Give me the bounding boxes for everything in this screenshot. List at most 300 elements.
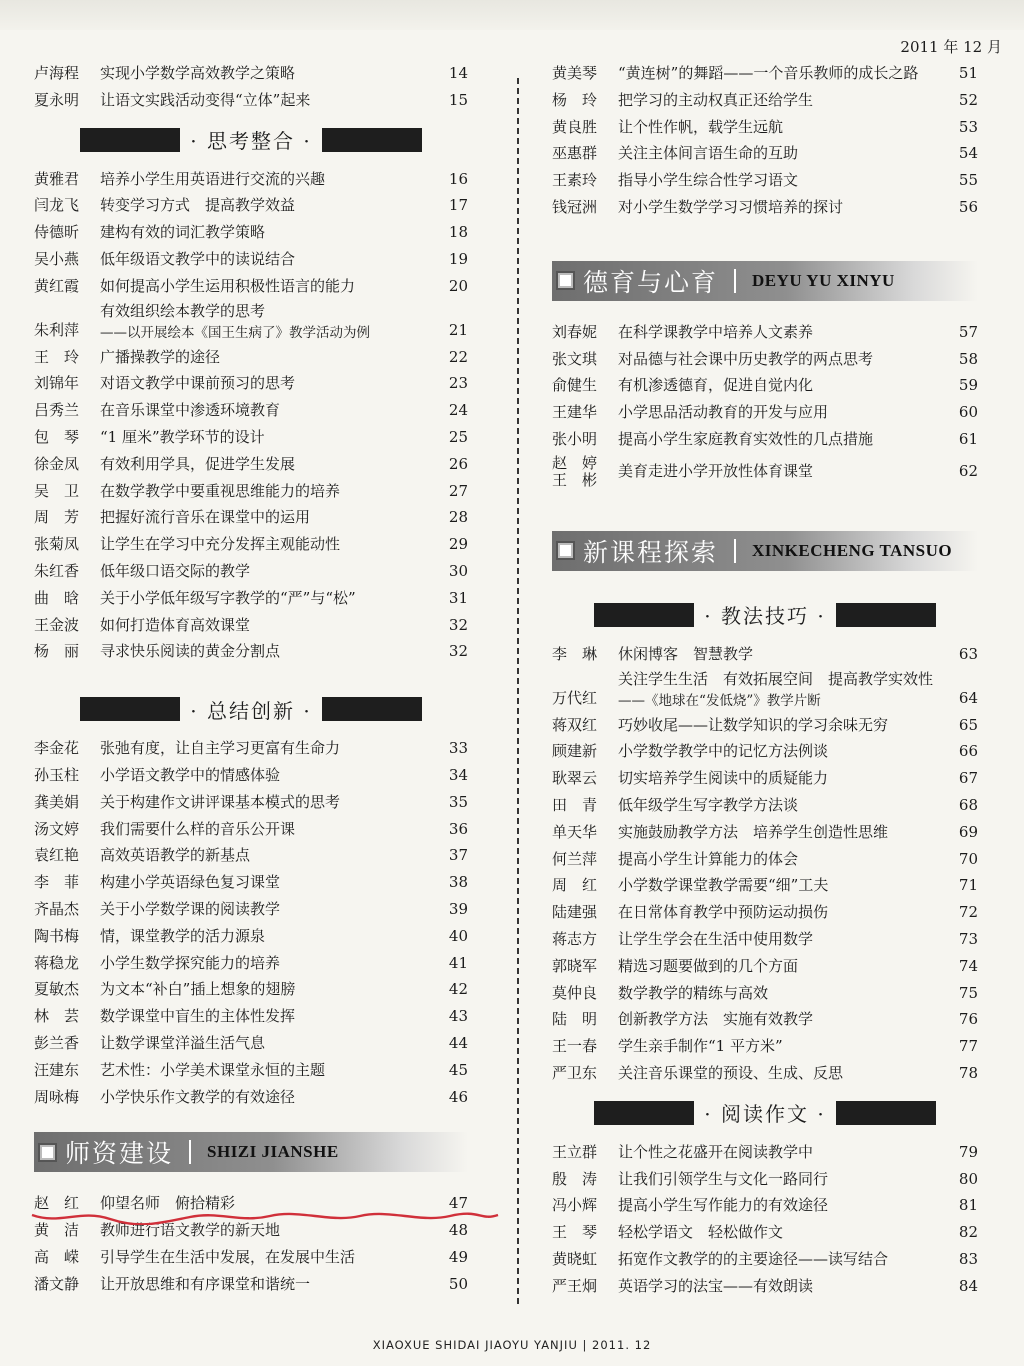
entry-page-number: 59: [958, 376, 978, 395]
entry-author: 吴 卫: [34, 481, 80, 500]
entry-page-number: 79: [958, 1142, 978, 1161]
entry-page-number: 80: [958, 1169, 978, 1188]
entry-author: 莫仲良: [552, 983, 598, 1002]
entry-page-number: 14: [448, 64, 468, 82]
square-icon: [556, 541, 575, 560]
entry-author: 顾建新: [552, 742, 598, 761]
entry-page-number: 78: [958, 1063, 978, 1082]
entry-title: 引导学生在生活中发展，在发展中生活: [100, 1247, 356, 1266]
entry-page-number: 77: [958, 1037, 978, 1056]
section-title-cn: 德育与心育: [583, 267, 719, 297]
entry-author: 冯小辉: [552, 1196, 598, 1215]
entry-page-number: 52: [958, 90, 978, 109]
entry-author: 蒋双红: [552, 715, 598, 734]
entry-page-number: 43: [448, 1007, 468, 1026]
entry-author: 王 玲: [34, 347, 80, 366]
entry-title: 寻求快乐阅读的黄金分割点: [100, 642, 281, 661]
entry-page-number: 71: [958, 876, 978, 895]
entry-title: 关于小学低年级写字教学的“严”与“松”: [100, 588, 356, 607]
entry-author: 赵 婷: [552, 453, 598, 472]
entry-title: 巧妙收尾——让数学知识的学习余味无穷: [618, 715, 889, 734]
section-title: · 教法技巧 ·: [704, 604, 826, 629]
entry-title: 关注主体间言语生命的互助: [618, 144, 799, 163]
entry-author: 黄雅君: [34, 169, 80, 188]
entry-page-number: 44: [448, 1033, 468, 1052]
entry-title: 在日常体育教学中预防运动损伤: [618, 903, 829, 922]
entry-page-number: 51: [958, 64, 978, 82]
entry-page-number: 69: [958, 822, 978, 841]
entry-page-number: 39: [448, 899, 468, 918]
heading-bar-right: [836, 1101, 936, 1125]
left-column: [34, 60, 468, 1297]
section-heading-minor: [34, 114, 468, 166]
entry-title: 数学教学的精练与高效: [618, 983, 769, 1002]
entry-title: 小学数学教学中的记忆方法例谈: [618, 742, 829, 761]
toc-entry: [34, 531, 468, 558]
title-separator: [734, 269, 736, 293]
toc-entry: [552, 641, 978, 668]
entry-title: 在音乐课堂中渗透环境教育: [100, 401, 281, 420]
entry-page-number: 48: [448, 1221, 468, 1240]
section-title-en: DEYU YU XINYU: [752, 270, 895, 290]
entry-author: 蒋稳龙: [34, 953, 80, 972]
entry-author: 李 菲: [34, 873, 80, 892]
entry-page-number: 56: [958, 197, 978, 216]
entry-author: 张菊凤: [34, 535, 80, 554]
entry-author: 黄美琴: [552, 64, 598, 82]
entry-page-number: 58: [958, 349, 978, 368]
toc-entry: [34, 87, 468, 114]
entry-title: 让语文实践活动变得“立体”起来: [100, 90, 311, 109]
entry-page-number: 84: [958, 1276, 978, 1295]
toc-entry: [552, 60, 978, 87]
entry-page-number: 50: [448, 1274, 468, 1293]
entry-author: 周 红: [552, 876, 598, 895]
entry-page-number: 42: [448, 980, 468, 999]
entry-author: 周咏梅: [34, 1087, 80, 1106]
toc-entry: [552, 738, 978, 765]
toc-entry: [552, 167, 978, 194]
entry-page-number: 61: [958, 429, 978, 448]
entry-title: 让学生在学习中充分发挥主观能动性: [100, 535, 341, 554]
entry-title: 如何打造体育高效课堂: [100, 615, 251, 634]
entry-author: 王 彬: [552, 470, 598, 489]
entry-author: 夏永明: [34, 90, 80, 109]
entry-title: 为文本“补白”插上想象的翅膀: [100, 980, 296, 999]
entry-page-number: 75: [958, 983, 978, 1002]
toc-entry: [34, 842, 468, 869]
entry-page-number: 38: [448, 873, 468, 892]
entry-page-number: 54: [958, 144, 978, 163]
entry-page-number: 55: [958, 171, 978, 190]
entry-page-number: 83: [958, 1249, 978, 1268]
entry-subtitle: ——《地球在“发低烧”》教学片断: [618, 692, 821, 709]
red-wavy-underline: [30, 1211, 500, 1225]
entry-title: 美育走进小学开放性体育课堂: [618, 462, 814, 481]
entry-author: 俞健生: [552, 376, 598, 395]
toc-entry: [552, 1192, 978, 1219]
entry-title: 如何提高小学生运用积极性语言的能力: [100, 276, 356, 295]
entry-author: 王一春: [552, 1037, 598, 1056]
section-title: · 思考整合 ·: [190, 129, 312, 154]
entry-author: 袁红艳: [34, 846, 80, 865]
toc-entry: [552, 1246, 978, 1273]
entry-title: 在数学教学中要重视思维能力的培养: [100, 481, 341, 500]
section-title-cn: 新课程探索: [583, 537, 719, 567]
toc-entry: [552, 980, 978, 1007]
entry-title: 小学思品活动教育的开发与应用: [618, 403, 829, 422]
toc-entry: [552, 399, 978, 426]
entry-author: 严王炯: [552, 1276, 598, 1295]
toc-entry: [552, 872, 978, 899]
entry-title: 拓宽作文教学的的主要途径——读写结合: [618, 1249, 889, 1268]
entry-page-number: 47: [448, 1194, 468, 1213]
entry-title: 让开放思维和有序课堂和谐统一: [100, 1274, 311, 1293]
entry-title: 轻松学语文 轻松做作文: [618, 1223, 784, 1242]
entry-author: 李金花: [34, 739, 80, 758]
entry-title: “1 厘米”教学环节的设计: [100, 427, 265, 446]
section-heading-minor: [552, 589, 978, 641]
toc-entry: [34, 976, 468, 1003]
toc-entry: [552, 668, 978, 712]
entry-title: 建构有效的词汇教学策略: [100, 223, 266, 242]
entry-page-number: 70: [958, 849, 978, 868]
entry-author: 彭兰香: [34, 1033, 80, 1052]
entry-page-number: 64: [958, 688, 978, 707]
entry-page-number: 53: [958, 117, 978, 136]
entry-page-number: 33: [448, 739, 468, 758]
toc-entry: [34, 424, 468, 451]
toc-entry: [34, 735, 468, 762]
entry-author: 王素玲: [552, 171, 598, 190]
entry-title: 让个性作帆，载学生远航: [618, 117, 784, 136]
entry-author: 曲 晗: [34, 588, 80, 607]
toc-entry: [552, 846, 978, 873]
toc-entry: [552, 372, 978, 399]
toc-entry: [34, 789, 468, 816]
toc-entry: [552, 1139, 978, 1166]
toc-entry: [34, 558, 468, 585]
entry-author: 杨 玲: [552, 90, 598, 109]
entry-page-number: 67: [958, 769, 978, 788]
entry-title: 切实培养学生阅读中的质疑能力: [618, 769, 829, 788]
entry-title: 关注学生生活 有效拓展空间 提高教学实效性: [618, 669, 934, 688]
toc-entry: [34, 612, 468, 639]
entry-author: 殷 涛: [552, 1169, 598, 1188]
entry-author: 李 琳: [552, 644, 598, 663]
entry-title: 休闲博客 智慧教学: [618, 644, 754, 663]
entry-title: 有效利用学具，促进学生发展: [100, 454, 296, 473]
entry-page-number: 18: [448, 223, 468, 242]
entry-author: 郭晓军: [552, 956, 598, 975]
entry-page-number: 30: [448, 561, 468, 580]
entry-page-number: 15: [448, 90, 468, 109]
entry-page-number: 31: [448, 588, 468, 607]
entry-author: 陆 明: [552, 1010, 598, 1029]
entry-author: 潘文静: [34, 1274, 80, 1293]
entry-title: 我们需要什么样的音乐公开课: [100, 819, 296, 838]
entry-subtitle: ——以开展绘本《国王生病了》教学活动为例: [100, 324, 370, 341]
entry-title: 指导小学生综合性学习语文: [618, 171, 799, 190]
entry-author: 张文琪: [552, 349, 598, 368]
entry-author: 汤文婷: [34, 819, 80, 838]
toc-entry: [552, 792, 978, 819]
entry-page-number: 20: [448, 276, 468, 295]
entry-title: 高效英语教学的新基点: [100, 846, 251, 865]
toc-entry: [552, 140, 978, 167]
entry-author: 朱红香: [34, 561, 80, 580]
section-heading-minor: [552, 1087, 978, 1139]
entry-title: 创新教学方法 实施有效教学: [618, 1010, 814, 1029]
heading-bar-right: [322, 697, 422, 721]
entry-author: 耿翠云: [552, 769, 598, 788]
toc-entry: [34, 869, 468, 896]
toc-entry: [34, 344, 468, 371]
entry-author: 周 芳: [34, 508, 80, 527]
spacer: [552, 221, 978, 239]
entry-title: 学生亲手制作“1 平方米”: [618, 1037, 783, 1056]
journal-footer: XIAOXUE SHIDAI JIAOYU YANJIU | 2011. 12: [372, 1338, 652, 1352]
entry-page-number: 35: [448, 792, 468, 811]
section-heading-major: [552, 523, 978, 579]
entry-author: 徐金凤: [34, 454, 80, 473]
entry-author: 赵 红: [34, 1194, 80, 1213]
entry-title: 关于构建作文讲评课基本模式的思考: [100, 792, 341, 811]
entry-page-number: 19: [448, 249, 468, 268]
entry-author: 陶书梅: [34, 926, 80, 945]
square-icon: [556, 271, 575, 290]
toc-entry: [552, 194, 978, 221]
toc-entry: [34, 246, 468, 273]
entry-title-block: [618, 668, 948, 712]
entry-author: 黄良胜: [552, 117, 598, 136]
entry-page-number: 27: [448, 481, 468, 500]
entry-page-number: 68: [958, 795, 978, 814]
entry-page-number: 65: [958, 715, 978, 734]
entry-author: 刘春妮: [552, 322, 598, 341]
entry-author: 齐晶杰: [34, 899, 80, 918]
entry-title: 小学语文教学中的情感体验: [100, 765, 281, 784]
heading-bar-left: [80, 128, 180, 152]
heading-bar-right: [322, 128, 422, 152]
wavy-underline-stroke: [32, 1214, 498, 1225]
toc-entry: [552, 1006, 978, 1033]
toc-entry: [34, 1030, 468, 1057]
entry-page-number: 40: [448, 926, 468, 945]
entry-page-number: 16: [448, 169, 468, 188]
toc-entry: [34, 192, 468, 219]
entry-title: 让数学课堂洋溢生活气息: [100, 1033, 266, 1052]
entry-title: 教师进行语文教学的新天地: [100, 1221, 281, 1240]
section-heading-major: [552, 253, 978, 309]
toc-entry: [34, 896, 468, 923]
entry-title: 把握好流行音乐在课堂中的运用: [100, 508, 311, 527]
entry-page-number: 81: [958, 1196, 978, 1215]
entry-title: 精选习题要做到的几个方面: [618, 956, 799, 975]
entry-author: 巫惠群: [552, 144, 598, 163]
entry-author: 陆建强: [552, 903, 598, 922]
toc-entry: [34, 273, 468, 300]
entry-title: 广播操教学的途径: [100, 347, 221, 366]
toc-entry: [34, 950, 468, 977]
heading-bar-right: [836, 603, 936, 627]
entry-author: 钱冠洲: [552, 197, 598, 216]
entry-title: 低年级学生写字教学方法谈: [618, 795, 799, 814]
section-title-cn: 师资建设: [65, 1139, 174, 1169]
entry-author: 包 琴: [34, 427, 80, 446]
entry-author: 黄 洁: [34, 1221, 80, 1240]
section-heading-minor: [34, 683, 468, 735]
entry-authors: [552, 455, 618, 489]
title-separator: [734, 539, 736, 563]
entry-title: 在科学课教学中培养人文素养: [618, 322, 814, 341]
toc-entry: [552, 926, 978, 953]
entry-page-number: 76: [958, 1010, 978, 1029]
toc-entry: [552, 319, 978, 346]
toc-entry: [552, 426, 978, 453]
entry-title: 对语文教学中课前预习的思考: [100, 374, 296, 393]
toc-entry: [552, 765, 978, 792]
toc-entry: [34, 60, 468, 87]
entry-page-number: 22: [448, 347, 468, 366]
entry-page-number: 24: [448, 401, 468, 420]
entry-author: 汪建东: [34, 1060, 80, 1079]
toc-entry: [34, 1084, 468, 1111]
toc-entry: [552, 1166, 978, 1193]
toc-entry: [34, 1003, 468, 1030]
heading-bar-left: [594, 603, 694, 627]
entry-author: 吕秀兰: [34, 401, 80, 420]
entry-author: 王立群: [552, 1142, 598, 1161]
entry-author: 严卫东: [552, 1063, 598, 1082]
entry-author: 何兰萍: [552, 849, 598, 868]
entry-title: 把学习的主动权真正还给学生: [618, 90, 814, 109]
toc-entry: [552, 114, 978, 141]
toc-entry: [552, 1219, 978, 1246]
entry-author: 万代红: [552, 688, 598, 707]
toc-entry: [34, 370, 468, 397]
entry-title: 构建小学英语绿色复习课堂: [100, 873, 281, 892]
entry-title: 小学生数学探究能力的培养: [100, 953, 281, 972]
entry-page-number: 23: [448, 374, 468, 393]
entry-page-number: 36: [448, 819, 468, 838]
toc-entry: [552, 346, 978, 373]
entry-title: 情，课堂教学的活力源泉: [100, 926, 266, 945]
top-margin-strip: [0, 0, 1024, 30]
entry-title: 英语学习的法宝——有效朗读: [618, 1276, 814, 1295]
toc-entry: [34, 166, 468, 193]
toc-entry: [552, 87, 978, 114]
entry-title: 实施鼓励教学方法 培养学生创造性思维: [618, 822, 889, 841]
toc-entry: [552, 453, 978, 491]
entry-author: 孙玉柱: [34, 765, 80, 784]
entry-title-block: [100, 300, 438, 344]
entry-author: 刘锦年: [34, 374, 80, 393]
toc-entry: [34, 1271, 468, 1298]
entry-page-number: 74: [958, 956, 978, 975]
section-band: [34, 1132, 468, 1172]
entry-title: 对品德与社会课中历史教学的两点思考: [618, 349, 874, 368]
entry-author: 黄晓虹: [552, 1249, 598, 1268]
toc-entry: [34, 219, 468, 246]
entry-page-number: 66: [958, 742, 978, 761]
entry-page-number: 57: [958, 322, 978, 341]
entry-title: 有效组织绘本教学的思考: [100, 301, 266, 320]
toc-entry: [34, 1057, 468, 1084]
entry-title: 培养小学生用英语进行交流的兴趣: [100, 169, 326, 188]
entry-title: 数学课堂中盲生的主体性发挥: [100, 1007, 296, 1026]
entry-title: 仰望名师 俯拾精彩: [100, 1194, 236, 1213]
section-heading-major: [34, 1124, 468, 1180]
entry-page-number: 29: [448, 535, 468, 554]
entry-title: 提高小学生家庭教育实效性的几点措施: [618, 429, 874, 448]
toc-entry: [34, 1244, 468, 1271]
entry-author: 蒋志方: [552, 929, 598, 948]
entry-title: 关于小学数学课的阅读教学: [100, 899, 281, 918]
entry-author: 林 芸: [34, 1007, 80, 1026]
entry-author: 吴小燕: [34, 249, 80, 268]
entry-page-number: 28: [448, 508, 468, 527]
toc-entry: [552, 1033, 978, 1060]
toc-entry: [34, 397, 468, 424]
entry-author: 闫龙飞: [34, 196, 80, 215]
entry-page-number: 60: [958, 403, 978, 422]
section-title: · 总结创新 ·: [190, 698, 312, 723]
spacer: [552, 491, 978, 509]
toc-entry: [34, 585, 468, 612]
spacer: [34, 665, 468, 683]
section-title: · 阅读作文 ·: [704, 1102, 826, 1127]
toc-entry: [552, 899, 978, 926]
entry-page-number: 32: [448, 642, 468, 661]
entry-page-number: 21: [448, 320, 468, 339]
entry-page-number: 63: [958, 644, 978, 663]
entry-author: 高 嵘: [34, 1247, 80, 1266]
heading-bar-left: [594, 1101, 694, 1125]
entry-title: 让我们引领学生与文化一路同行: [618, 1169, 829, 1188]
entry-author: 黄红霞: [34, 276, 80, 295]
entry-author: 龚美娟: [34, 792, 80, 811]
entry-title: 低年级语文教学中的读说结合: [100, 249, 296, 268]
entry-title: 让学生学会在生活中使用数学: [618, 929, 814, 948]
entry-page-number: 25: [448, 427, 468, 446]
toc-entry: [552, 953, 978, 980]
entry-title: 实现小学数学高效教学之策略: [100, 64, 296, 82]
toc-entry: [34, 451, 468, 478]
entry-author: 王建华: [552, 403, 598, 422]
entry-page-number: 82: [958, 1223, 978, 1242]
entry-title: 有机渗透德育，促进自觉内化: [618, 376, 814, 395]
entry-page-number: 34: [448, 765, 468, 784]
entry-title: 小学数学课堂教学需要“细”工夫: [618, 876, 829, 895]
entry-author: 杨 丽: [34, 642, 80, 661]
entry-title: 小学快乐作文教学的有效途径: [100, 1087, 296, 1106]
toc-entry: [34, 816, 468, 843]
issue-date: 2011 年 12 月: [900, 38, 1002, 56]
entry-page-number: 46: [448, 1087, 468, 1106]
section-band: [552, 261, 978, 301]
entry-page-number: 73: [958, 929, 978, 948]
entry-page-number: 37: [448, 846, 468, 865]
entry-title: 低年级口语交际的教学: [100, 561, 251, 580]
section-band: [552, 531, 978, 571]
entry-author: 夏敏杰: [34, 980, 80, 999]
entry-author: 单天华: [552, 822, 598, 841]
toc-entry: [552, 819, 978, 846]
entry-author: 王 琴: [552, 1223, 598, 1242]
entry-title: 提高小学生写作能力的有效途径: [618, 1196, 829, 1215]
entry-page-number: 32: [448, 615, 468, 634]
